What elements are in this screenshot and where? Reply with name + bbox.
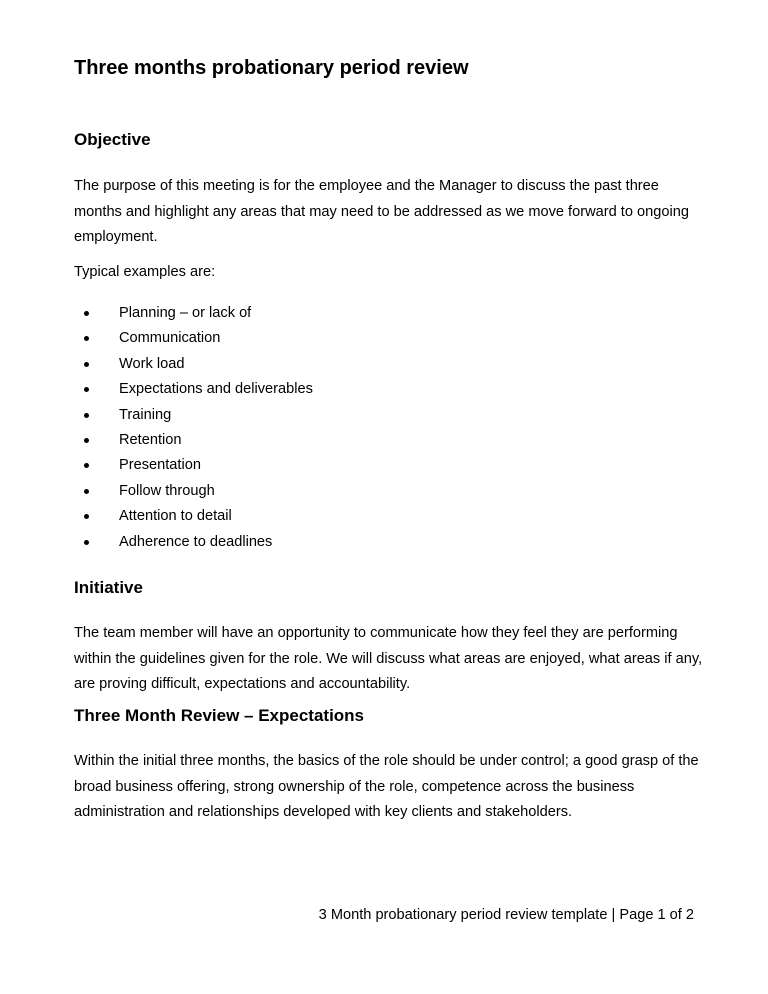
bullet-icon (84, 438, 89, 443)
bullet-icon (84, 489, 89, 494)
expectations-paragraph: Within the initial three months, the basics of the role should be under control; a good grasp of the broad business offering, strong ownership of the role, competence across the business administration and relationships developed with key clients and stakeholders. (74, 753, 699, 820)
list-item (74, 403, 574, 428)
list-item (74, 453, 574, 478)
list-item-text: Expectations and deliverables (119, 381, 313, 398)
list-item-text: Communication (119, 330, 221, 347)
list-item-text: Follow through (119, 482, 215, 499)
bullet-icon (84, 362, 89, 367)
list-item (74, 352, 574, 377)
bullet-icon (84, 463, 89, 468)
list-item (74, 428, 574, 453)
list-item (74, 504, 574, 529)
list-item (74, 530, 574, 555)
list-item-text: Attention to detail (119, 508, 232, 525)
list-item-text: Planning – or lack of (119, 305, 252, 321)
expectations-heading: Three Month Review – Expectations (74, 706, 365, 725)
list-item (74, 326, 574, 351)
bullet-icon (84, 413, 89, 418)
bullet-icon (84, 387, 89, 392)
initiative-heading: Initiative (74, 578, 143, 597)
initiative-paragraph: The team member will have an opportunity to communicate how they feel they are performing within the guidelines given for the role. We will discuss what areas are enjoyed, what areas if any, are proving difficult, expectations and accountability. (74, 625, 703, 692)
bullet-icon (84, 540, 89, 545)
document-title: Three months probationary period review (74, 57, 469, 79)
bullet-icon (84, 311, 89, 316)
bullet-icon (84, 336, 89, 341)
list-item (74, 301, 574, 326)
list-item (74, 377, 574, 402)
list-item-text: Retention (119, 431, 182, 448)
list-item (74, 479, 574, 504)
examples-intro: Typical examples are: (74, 264, 216, 280)
list-item-text: Adherence to deadlines (119, 533, 273, 550)
list-item-text: Training (119, 406, 172, 423)
page-footer: 3 Month probationary period review template | Page 1 of 2 (318, 907, 694, 923)
objective-paragraph: The purpose of this meeting is for the employee and the Manager to discuss the past three months and highlight any areas that may need to be addressed as we move forward to ongoing employment. (74, 178, 689, 245)
list-item-text: Work load (119, 355, 185, 372)
objective-heading: Objective (74, 130, 151, 149)
bullet-icon (84, 514, 89, 519)
list-item-text: Presentation (119, 457, 201, 474)
examples-list (74, 301, 574, 555)
